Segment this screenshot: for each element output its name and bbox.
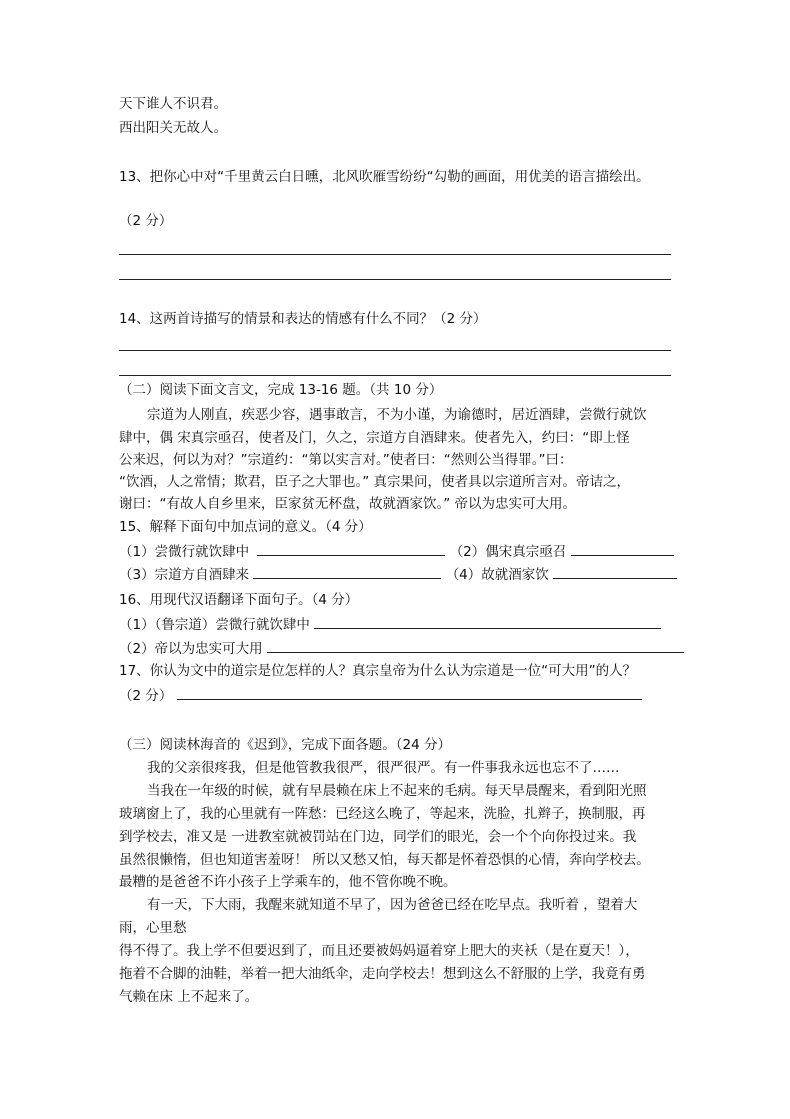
answer-blank[interactable] (267, 638, 684, 653)
passage-line: 宗道为人刚直，疾恶少容，遇事敢言，不为小谨，为谕德时，居近酒肆，尝微行就饮 (147, 407, 647, 423)
passage-line: 谢曰：“有故人自乡里来，臣家贫无杯盘，故就酒家饮。” 帝以为忠实可大用。 (119, 496, 577, 512)
poem-line: 天下谁人不识君。 (119, 96, 227, 112)
passage-line: 公来迟，何以为对？”宗道约：“第以实言对。”使者曰：“然则公当得罪。”曰： (119, 452, 573, 468)
story-line: 气赖在床 上不起来了。 (119, 989, 259, 1005)
answer-line[interactable] (119, 375, 671, 376)
question-16-row (119, 614, 661, 635)
question-15-row (119, 564, 677, 585)
poem-line: 西出阳关无故人。 (119, 120, 227, 136)
answer-line[interactable] (119, 254, 671, 255)
question-15: 15、解释下面句中加点词的意义。（4 分） (119, 519, 372, 535)
question-15-row (119, 541, 674, 562)
answer-blank[interactable] (571, 541, 674, 556)
question-14: 14、这两首诗描写的情景和表达的情感有什么不同？（2 分） (119, 311, 487, 327)
answer-blank[interactable] (553, 564, 677, 579)
story-line: 拖着不合脚的油鞋，举着一把大油纸伞，走向学校去！想到这么不舒服的上学，我竟有勇 (119, 966, 646, 982)
answer-line[interactable] (119, 350, 671, 351)
question-17-row (119, 685, 642, 706)
answer-blank[interactable] (177, 685, 642, 700)
q16-item-1: （1）（鲁宗道）尝微行就饮肆中 (119, 617, 310, 633)
q15-item-2: （2）偶宋真宗亟召 (449, 544, 567, 560)
story-line: 我的父亲很疼我，但是他管教我很严，很严很严。有一件事我永远也忘不了…… (147, 760, 620, 776)
story-line: 有一天，下大雨，我醒来就知道不早了，因为爸爸已经在吃早点。我听着 ，望着大 (147, 897, 638, 913)
question-13: 13、把你心中对“千里黄云白日曛，北风吹雁雪纷纷“勾勒的画面，用优美的语言描绘出。 (119, 169, 650, 185)
question-13-score: （2 分） (119, 213, 173, 229)
question-16-row (119, 638, 684, 659)
story-line: 虽然很懒惰，但也知道害羞呀！ 所以又愁又怕，每天都是怀着恐惧的心情，奔向学校去。 (119, 852, 650, 868)
question-17-score: （2 分） (119, 688, 173, 704)
story-line: 最糟的是爸爸不许小孩子上学乘车的，他不管你晚不晚。 (119, 874, 457, 890)
section-2-heading: （二）阅读下面文言文，完成 13-16 题。（共 10 分） (119, 382, 443, 398)
story-line: 到学校去，准又是 一进教室就被罚站在门边，同学们的眼光，会一个个向你投过来。我 (119, 829, 637, 845)
answer-blank[interactable] (257, 541, 445, 556)
story-line: 当我在一年级的时候，就有早晨赖在床上不起来的毛病。每天早晨醒来，看到阳光照 (147, 783, 647, 799)
q15-item-4: （4）故就酒家饮 (445, 567, 549, 583)
question-17: 17、你认为文中的道宗是位怎样的人？真宗皇帝为什么认为宗道是一位“可大用”的人？ (119, 663, 637, 679)
answer-blank[interactable] (253, 564, 441, 579)
story-line: 玻璃窗上了，我的心里就有一阵愁：已经这么晚了，等起来，洗脸，扎辫子，换制服，再 (119, 806, 646, 822)
passage-line: 肆中，偶 宋真宗亟召，使者及门，久之，宗道方自酒肆来。使者先入，约曰：“即上怪 (119, 430, 630, 446)
story-line: 雨，心里愁 (119, 920, 187, 936)
q16-item-2: （2）帝以为忠实可大用 (119, 641, 263, 657)
question-16: 16、用现代汉语翻译下面句子。（4 分） (119, 592, 359, 608)
passage-line: “饮酒，人之常情；欺君，臣子之大罪也。” 真宗果问，使者具以宗道所言对。帝诘之， (119, 474, 631, 490)
q15-item-1: （1）尝微行就饮肆中 (119, 544, 250, 560)
q15-item-3: （3）宗道方自酒肆来 (119, 567, 250, 583)
section-3-heading: （三）阅读林海音的《迟到》，完成下面各题。（24 分） (119, 737, 451, 753)
story-line: 得不得了。我上学不但要迟到了，而且还要被妈妈逼着穿上肥大的夹袄（是在夏天！）， (119, 943, 639, 959)
answer-line[interactable] (119, 279, 671, 280)
answer-blank[interactable] (314, 614, 661, 629)
